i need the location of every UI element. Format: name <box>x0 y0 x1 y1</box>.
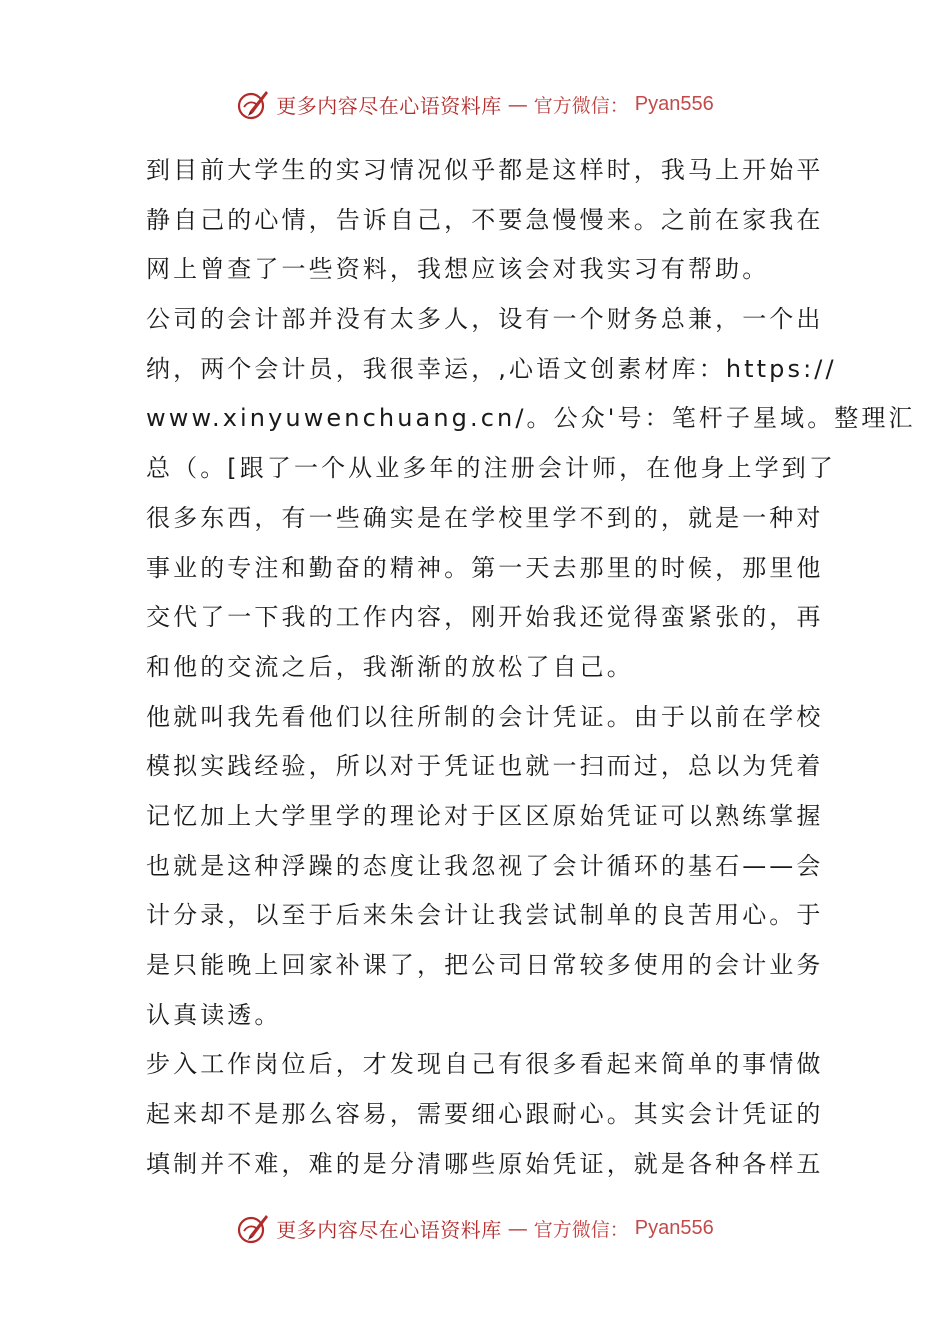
text-line: 事业的专注和勤奋的精神。第一天去那里的时候，那里他 <box>146 553 824 582</box>
header-banner-separator: — <box>507 92 528 116</box>
text-line: 总（。[跟了一个从业多年的注册会计师，在他身上学到了 <box>146 454 836 483</box>
text-line: 静自己的心情，告诉自己，不要急慢慢来。之前在家我在 <box>146 205 824 234</box>
text-line: 网上曾查了一些资料，我想应该会对我实习有帮助。 <box>146 255 770 284</box>
text-line: 纳，两个会计员，我很幸运，,心语文创素材库：https:// <box>146 354 837 383</box>
page-footer <box>0 1206 950 1250</box>
text-line: 很多东西，有一些确实是在学校里学不到的，就是一种对 <box>146 503 824 532</box>
document-body <box>146 146 916 1189</box>
header-wechat-id: Pyan556 <box>634 92 714 115</box>
text-line: 交代了一下我的工作内容，刚开始我还觉得蛮紧张的，再 <box>146 603 824 632</box>
header-banner <box>236 87 713 121</box>
footer-wechat-label: 官方微信： <box>533 1218 629 1241</box>
text-line: www.xinyuwenchuang.cn/。公众'号：笔杆子星域。整理汇 <box>146 404 916 433</box>
footer-banner-text: 更多内容尽在心语资料库 <box>276 1217 502 1242</box>
text-line: 是只能晚上回家补课了，把公司日常较多使用的会计业务 <box>146 951 824 979</box>
page-header <box>0 82 950 126</box>
footer-wechat-id: Pyan556 <box>634 1216 714 1239</box>
text-line: 计分录，以至于后来朱会计让我尝试制单的良苦用心。于 <box>146 901 824 930</box>
header-wechat-label: 官方微信： <box>533 94 629 117</box>
text-line: 到目前大学生的实习情况似乎都是这样时，我马上开始平 <box>146 156 824 184</box>
text-line: 和他的交流之后，我渐渐的放松了自己。 <box>146 652 634 681</box>
footer-banner-separator: — <box>507 1216 528 1240</box>
text-line: 填制并不难，难的是分清哪些原始凭证，就是各种各样五 <box>146 1149 824 1178</box>
text-line: 公司的会计部并没有太多人，设有一个财务总兼，一个出 <box>146 305 824 334</box>
footer-banner <box>236 1211 713 1245</box>
text-line: 也就是这种浮躁的态度让我忽视了会计循环的基石——会 <box>146 851 824 880</box>
header-banner-text: 更多内容尽在心语资料库 <box>276 93 502 118</box>
text-line: 模拟实践经验，所以对于凭证也就一扫而过，总以为凭着 <box>146 752 824 781</box>
pen-logo-icon <box>236 87 270 121</box>
text-line: 记忆加上大学里学的理论对于区区原始凭证可以熟练掌握 <box>146 801 824 830</box>
text-line: 他就叫我先看他们以往所制的会计凭证。由于以前在学校 <box>146 702 824 731</box>
text-line: 起来却不是那么容易，需要细心跟耐心。其实会计凭证的 <box>146 1100 824 1129</box>
pen-logo-icon <box>236 1211 270 1245</box>
text-line: 认真读透。 <box>146 1000 282 1029</box>
text-line: 步入工作岗位后，才发现自己有很多看起来简单的事情做 <box>146 1050 824 1079</box>
